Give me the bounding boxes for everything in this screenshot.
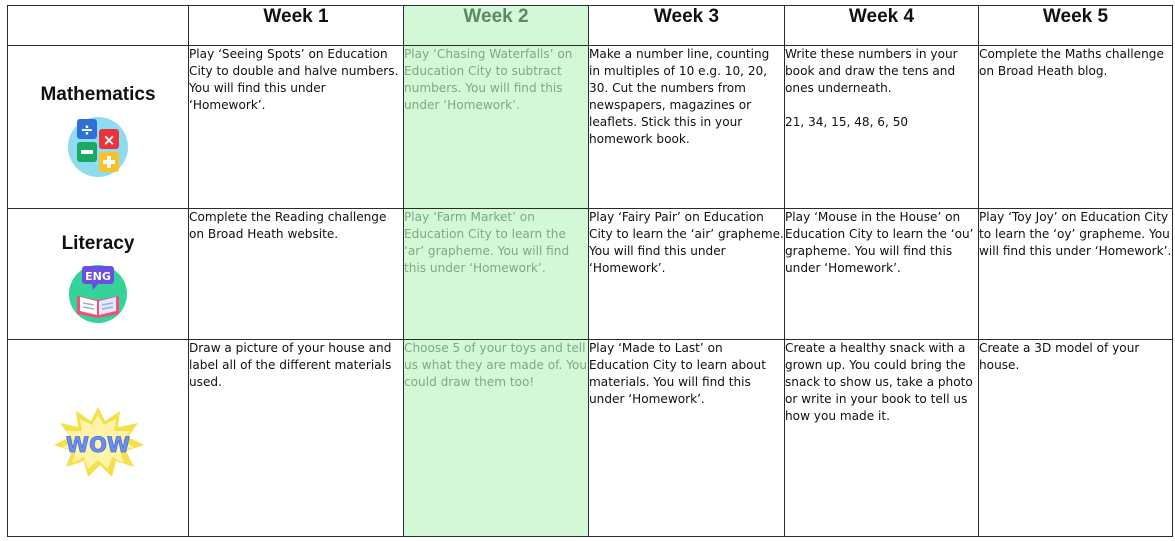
literacy-week-4: Play ‘Mouse in the House’ on Education City to learn the ‘ou’ grapheme. You will find this under ‘Homework’. bbox=[785, 209, 979, 340]
math-week-2: Play ‘Chasing Waterfalls’ on Education City to subtract numbers. You will find this under ‘Homework’. bbox=[404, 46, 589, 209]
literacy-row bbox=[8, 209, 1173, 340]
math-week-1: Play ‘Seeing Spots’ on Education City to double and halve numbers. You will find this under ‘Homework’. bbox=[189, 46, 404, 209]
week-3-header: Week 3 bbox=[589, 6, 785, 46]
homework-grid bbox=[7, 5, 1173, 537]
literacy-week-2: Play ‘Farm Market’ on Education City to learn the ‘ar’ grapheme. You will find this under ‘Homework’. bbox=[404, 209, 589, 340]
math-week-5: Complete the Maths challenge on Broad Heath blog. bbox=[979, 46, 1173, 209]
wow-week-1: Draw a picture of your house and label all of the different materials used. bbox=[189, 340, 404, 537]
literacy-week-3: Play ‘Fairy Pair’ on Education City to learn the ‘air’ grapheme. You will find this under ‘Homework’. bbox=[589, 209, 785, 340]
wow-week-4: Create a healthy snack with a grown up. You could bring the snack to show us, take a photo or write in your book to tell us how you made it. bbox=[785, 340, 979, 537]
svg-text:÷: ÷ bbox=[80, 120, 94, 139]
subject-label-mathematics: Mathematics bbox=[40, 84, 156, 105]
week-5-header: Week 5 bbox=[979, 6, 1173, 46]
wow-row bbox=[8, 340, 1173, 537]
svg-text:×: × bbox=[102, 131, 116, 149]
math-week-3: Make a number line, counting in multiples of 10 e.g. 10, 20, 30. Cut the numbers from newspapers, magazines or leaflets. Stick this in your homework book. bbox=[589, 46, 785, 209]
wow-subject-cell bbox=[8, 340, 189, 537]
mathematics-subject-cell bbox=[8, 46, 189, 209]
week-2-header: Week 2 bbox=[404, 6, 589, 46]
week-1-header: Week 1 bbox=[189, 6, 404, 46]
math-week-4: Write these numbers in your book and draw the tens and ones underneath. 21, 34, 15, 48, 6, 50 bbox=[785, 46, 979, 209]
subject-label-literacy: Literacy bbox=[61, 233, 135, 254]
week-4-header: Week 4 bbox=[785, 6, 979, 46]
math-operations-icon bbox=[63, 109, 133, 179]
wow-week-5: Create a 3D model of your house. bbox=[979, 340, 1173, 537]
corner-cell bbox=[8, 6, 189, 46]
eng-book-icon bbox=[65, 258, 131, 324]
wow-icon-text: WOW bbox=[65, 433, 131, 457]
eng-icon-text: ENG bbox=[85, 270, 111, 283]
wow-burst-icon bbox=[50, 405, 146, 479]
wow-week-2: Choose 5 of your toys and tell us what they are made of. You could draw them too! bbox=[404, 340, 589, 537]
wow-week-3: Play ‘Made to Last’ on Education City to learn about materials. You will find this under ‘Homework’. bbox=[589, 340, 785, 537]
literacy-week-1: Complete the Reading challenge on Broad Heath website. bbox=[189, 209, 404, 340]
literacy-subject-cell bbox=[8, 209, 189, 340]
literacy-week-5: Play ‘Toy Joy’ on Education City to learn the ‘oy’ grapheme. You will find this under ‘Homework’. bbox=[979, 209, 1173, 340]
header-row bbox=[8, 6, 1173, 46]
mathematics-row bbox=[8, 46, 1173, 209]
